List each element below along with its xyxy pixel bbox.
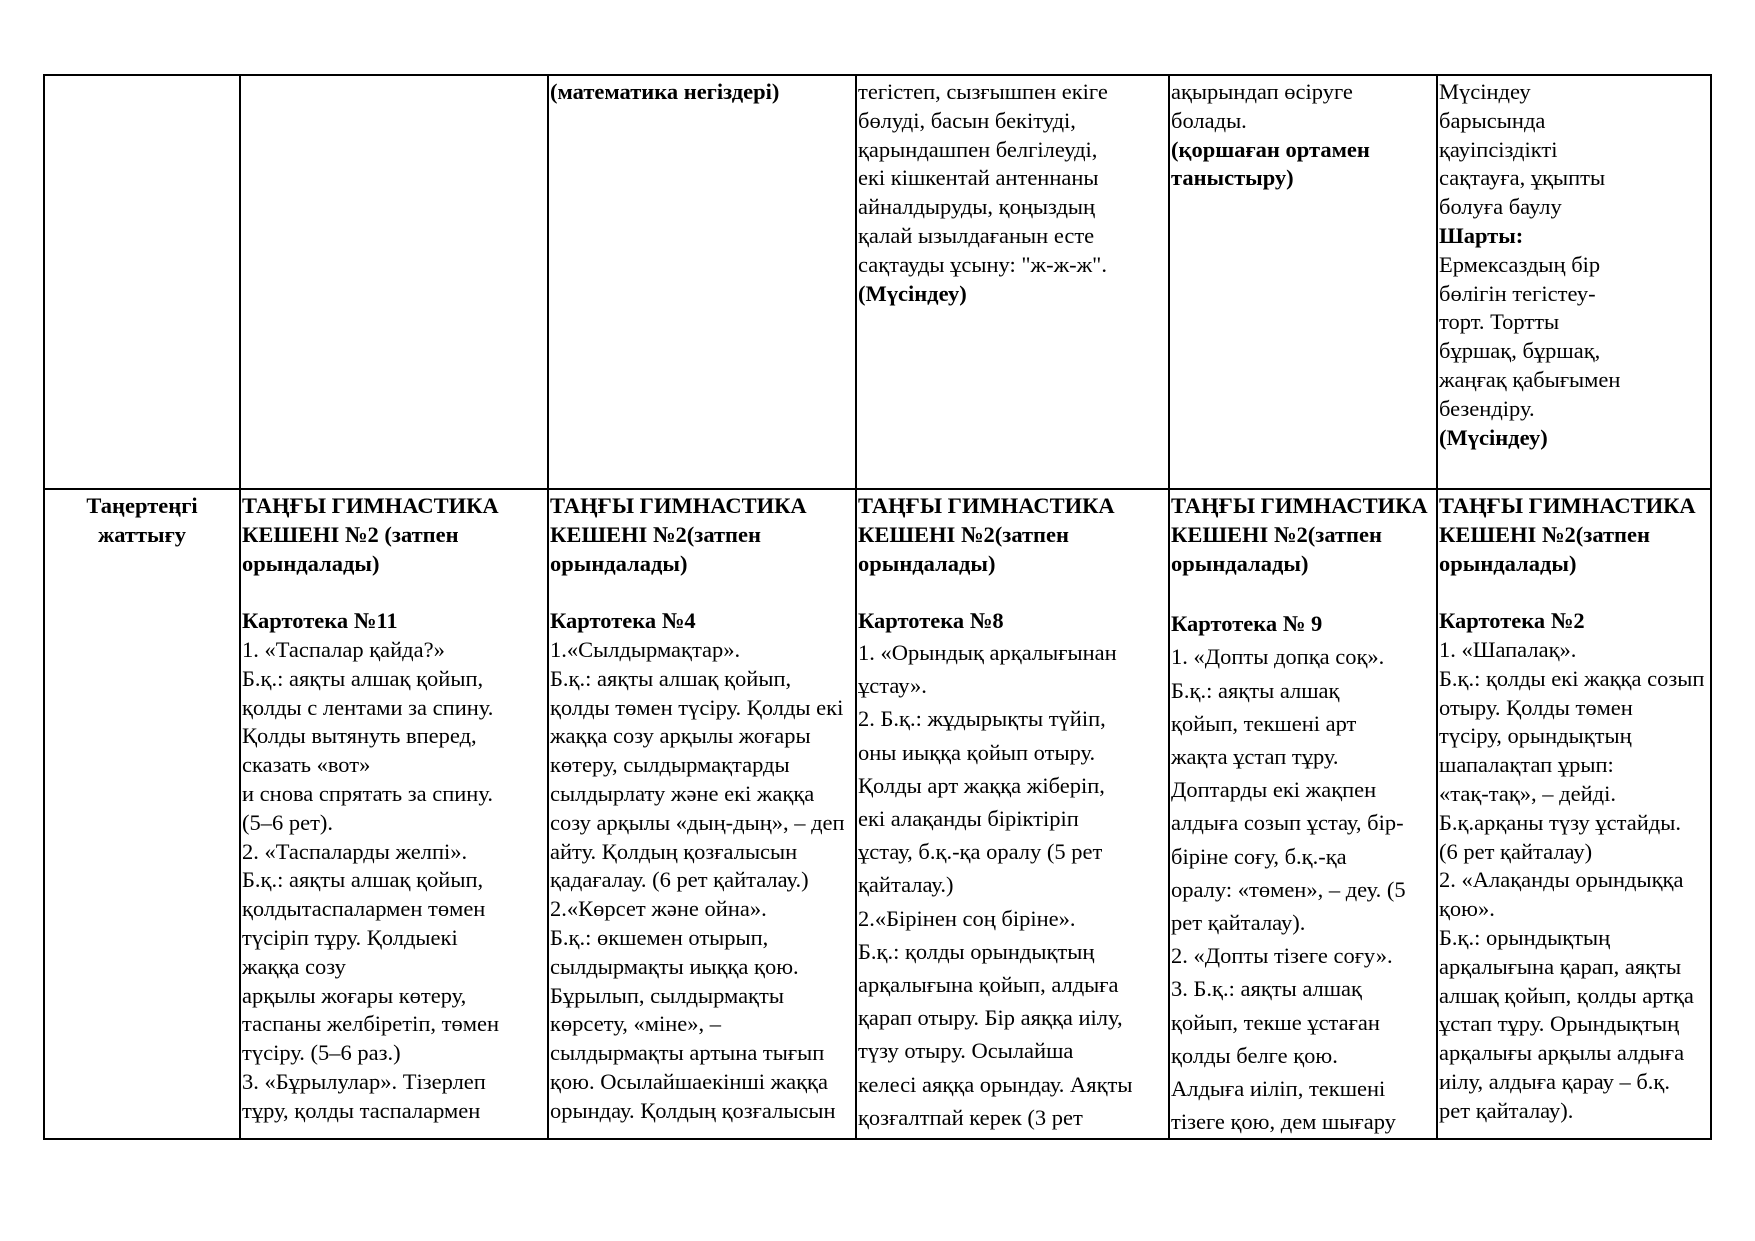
row1-label-cell	[44, 75, 240, 489]
text-line: тізеге қою, дем шығару	[1171, 1109, 1396, 1135]
text-line: Б.қ.: аяқты алшақ қойып,	[242, 867, 484, 893]
row1-tuesday-cell	[548, 75, 856, 489]
text-line: алдыға созып ұстау, бір-	[1171, 810, 1404, 836]
row2-monday-cell	[240, 489, 548, 1139]
text-line: сылдырлату және екі жаққа	[550, 780, 815, 806]
text-line: Бұрылып, сылдырмақты	[550, 982, 784, 1008]
schedule-table	[43, 74, 1712, 1140]
text-line: Мүсіндеу	[1439, 79, 1531, 104]
text-line: 2. «Алақанды орындыққа	[1439, 867, 1684, 893]
text-line: түсіру, орындықтың	[1439, 723, 1632, 749]
text-line: қолдытаспалармен төмен	[242, 896, 486, 922]
text-line: Б.қ.: аяқты алшақ қойып,	[550, 665, 792, 691]
exercise-heading: ТАҢҒЫ ГИМНАСТИКА	[1171, 493, 1428, 518]
row-label-morning-exercise	[44, 489, 240, 1139]
text-line: Доптарды екі жақпен	[1171, 777, 1377, 803]
text-line: қойып, текшені арт	[1171, 710, 1357, 736]
text-line: Қолды арт жаққа жіберіп,	[858, 772, 1105, 798]
table-row-activities	[44, 75, 1711, 489]
exercise-heading: КЕШЕНІ №2(затпен	[1171, 521, 1382, 547]
text-line: орындау. Қолдың қозғалысын	[550, 1097, 836, 1123]
text-line: екі алақанды біріктіріп	[858, 806, 1079, 831]
text-line: оралу: «төмен», – деу. (5	[1171, 876, 1406, 902]
text-line: біріне соғу, б.қ.-қа	[1171, 843, 1347, 869]
exercise-heading: КЕШЕНІ №2(затпен	[1439, 521, 1650, 547]
text-line: созу арқылы «дың-дың», – деп	[550, 809, 845, 835]
text-line: 2. «Таспаларды желпі».	[242, 838, 468, 864]
text-line: барысында	[1439, 107, 1546, 133]
text-line: сылдырмақты иыққа қою.	[550, 953, 799, 979]
text-line: бөлуді, басын бекітуді,	[858, 107, 1076, 133]
card-number: Картотека № 9	[1171, 611, 1323, 637]
exercise-heading: ТАҢҒЫ ГИМНАСТИКА	[242, 493, 499, 518]
exercise-heading: орындалады)	[858, 550, 996, 576]
text-line: қарындашпен белгілеуді,	[858, 136, 1098, 162]
subject-label: (математика негіздері)	[550, 79, 780, 104]
text-line: 1. «Таспалар қайда?»	[242, 636, 445, 662]
text-line: болады.	[1171, 107, 1247, 133]
text-line: оны иыққа қойып отыру.	[858, 739, 1096, 765]
text-line: түсіріп тұру. Қолдыекі	[242, 924, 458, 950]
text-line: 1. «Допты допқа соқ».	[1171, 644, 1385, 670]
text-line: 3. «Бұрылулар». Тізерлеп	[242, 1068, 486, 1094]
subject-label: (Мүсіндеу)	[858, 280, 967, 306]
text-line: торт. Тортты	[1439, 309, 1560, 335]
exercise-heading: орындалады)	[1439, 550, 1577, 576]
text-line: арқалығына қарап, аяқты	[1439, 953, 1682, 979]
text-line: иілу, алдыға қарау – б.қ.	[1439, 1068, 1670, 1094]
text-line: и снова спрятать за спину.	[242, 780, 493, 806]
row1-wednesday-cell	[856, 75, 1169, 489]
text-line: жаққа созу арқылы жоғары	[550, 723, 811, 749]
exercise-heading: КЕШЕНІ №2(затпен	[858, 521, 1069, 547]
text-line: 2.«Бірінен соң біріне».	[858, 905, 1076, 931]
text-line: Б.қ.: аяқты алшақ қойып,	[242, 665, 484, 691]
text-line: бөлігін тегістеу-	[1439, 280, 1596, 306]
text-line: 3. Б.қ.: аяқты алшақ	[1171, 976, 1362, 1002]
text-line: ұстау, б.қ.-қа оралу (5 рет	[858, 839, 1103, 865]
text-line: (5–6 рет).	[242, 809, 334, 835]
text-line: тұру, қолды таспалармен	[242, 1097, 481, 1123]
text-line: сказать «вот»	[242, 752, 371, 778]
text-line: Б.қ.: қолды орындықтың	[858, 938, 1095, 964]
subject-label: (қоршаған ортамен	[1171, 136, 1370, 162]
text-line: қойып, текше ұстаған	[1171, 1009, 1380, 1035]
text-line: сақтауды ұсыну: "ж-ж-ж".	[858, 251, 1107, 277]
text-line: қолды төмен түсіру. Қолды екі	[550, 694, 844, 720]
conditions-heading: Шарты:	[1439, 222, 1524, 248]
text-line: қою».	[1439, 896, 1495, 922]
text-line: шапалақтап ұрып:	[1439, 752, 1614, 778]
text-line: 2. «Допты тізеге соғу».	[1171, 943, 1393, 969]
text-line: көтеру, сылдырмақтарды	[550, 752, 790, 778]
text-line: Б.қ.: өкшемен отырып,	[550, 924, 769, 950]
row2-friday-cell	[1437, 489, 1711, 1139]
text-line: келесі аяққа орындау. Аяқты	[858, 1071, 1133, 1097]
subject-label: (Мүсіндеу)	[1439, 424, 1548, 450]
text-line: 2.«Көрсет және ойна».	[550, 896, 767, 922]
text-line: Б.қ.: қолды екі жаққа созып	[1439, 665, 1705, 691]
text-line: сылдырмақты артына тығып	[550, 1040, 825, 1066]
text-line: екі кішкентай антеннаны	[858, 165, 1099, 191]
text-line: жаңғақ қабығымен	[1439, 366, 1621, 392]
text-line: қарап отыру. Бір аяққа иілу,	[858, 1005, 1123, 1031]
text-line: алшақ қойып, қолды артқа	[1439, 982, 1694, 1008]
text-line: қолды с лентами за спину.	[242, 694, 494, 720]
text-line: қолды белге қою.	[1171, 1042, 1338, 1068]
exercise-heading: орындалады)	[242, 550, 380, 576]
text-line: ұстап тұру. Орындықтың	[1439, 1011, 1680, 1037]
row2-wednesday-cell	[856, 489, 1169, 1139]
text-line: Ермексаздың бір	[1439, 251, 1601, 277]
text-line: тегістеп, сызғышпен екіге	[858, 79, 1108, 104]
text-line: жаққа созу	[242, 953, 346, 979]
exercise-heading: КЕШЕНІ №2(затпен	[550, 521, 761, 547]
text-line: Алдыға иіліп, текшені	[1171, 1076, 1386, 1102]
row-label-line: жаттығу	[97, 521, 187, 547]
text-line: Б.қ.арқаны түзу ұстайды.	[1439, 809, 1681, 835]
text-line: ақырындап өсіруге	[1171, 79, 1353, 104]
text-line: айту. Қолдың қозғалысын	[550, 838, 798, 864]
text-line: арқалығы арқылы алдыға	[1439, 1040, 1685, 1066]
row1-monday-cell	[240, 75, 548, 489]
exercise-heading: ТАҢҒЫ ГИМНАСТИКА	[1439, 493, 1696, 518]
text-line: 1.«Сылдырмақтар».	[550, 636, 741, 662]
text-line: түсіру. (5–6 раз.)	[242, 1040, 401, 1066]
text-line: «тақ-тақ», – дейді.	[1439, 780, 1616, 806]
text-line: рет қайталау).	[1439, 1097, 1574, 1123]
text-line: қалай ызылдағанын есте	[858, 222, 1095, 248]
text-line: 1. «Шапалақ».	[1439, 636, 1577, 662]
text-line: түзу отыру. Осылайша	[858, 1038, 1074, 1064]
exercise-heading: орындалады)	[1171, 550, 1309, 576]
card-number: Картотека №4	[550, 608, 696, 634]
row-label-line: Таңертеңгі	[86, 493, 198, 518]
text-line: 1. «Орындық арқалығынан	[858, 639, 1117, 665]
text-line: таспаны желбіретіп, төмен	[242, 1011, 500, 1037]
text-line: (6 рет қайталау)	[1439, 838, 1593, 864]
table-row-morning-exercise	[44, 489, 1711, 1139]
text-line: сақтауға, ұқыпты	[1439, 165, 1606, 191]
text-line: қауіпсіздікті	[1439, 136, 1558, 162]
card-number: Картотека №8	[858, 608, 1004, 634]
card-number: Картотека №2	[1439, 608, 1585, 634]
text-line: бұршақ, бұршақ,	[1439, 338, 1601, 364]
text-line: отыру. Қолды төмен	[1439, 694, 1633, 720]
text-line: қайталау.)	[858, 872, 954, 898]
text-line: рет қайталау).	[1171, 910, 1306, 936]
exercise-heading: орындалады)	[550, 550, 688, 576]
text-line: Б.қ.: орындықтың	[1439, 924, 1611, 950]
text-line: қадағалау. (6 рет қайталау.)	[550, 867, 809, 893]
row2-thursday-cell	[1169, 489, 1437, 1139]
exercise-heading: КЕШЕНІ №2 (затпен	[242, 521, 459, 547]
row2-tuesday-cell	[548, 489, 856, 1139]
text-line: безендіру.	[1439, 395, 1535, 421]
text-line: айналдыруды, қоңыздың	[858, 194, 1096, 220]
subject-label: таныстыру)	[1171, 165, 1294, 191]
text-line: 2. Б.қ.: жұдырықты түйіп,	[858, 706, 1106, 732]
card-number: Картотека №11	[242, 608, 398, 634]
text-line: Қолды вытянуть вперед,	[242, 723, 477, 749]
exercise-heading: ТАҢҒЫ ГИМНАСТИКА	[858, 493, 1115, 518]
text-line: арқалығына қойып, алдыға	[858, 972, 1119, 998]
text-line: көрсету, «міне», –	[550, 1011, 721, 1037]
text-line: арқылы жоғары көтеру,	[242, 982, 467, 1008]
text-line: қозғалтпай керек (3 рет	[858, 1104, 1083, 1130]
row1-thursday-cell	[1169, 75, 1437, 489]
row1-friday-cell	[1437, 75, 1711, 489]
text-line: ұстау».	[858, 673, 927, 699]
text-line: қою. Осылайшаекінші жаққа	[550, 1068, 828, 1094]
text-line: болуға баулу	[1439, 194, 1562, 220]
text-line: жақта ұстап тұру.	[1171, 744, 1339, 769]
exercise-heading: ТАҢҒЫ ГИМНАСТИКА	[550, 493, 807, 518]
text-line: Б.қ.: аяқты алшақ	[1171, 677, 1340, 703]
